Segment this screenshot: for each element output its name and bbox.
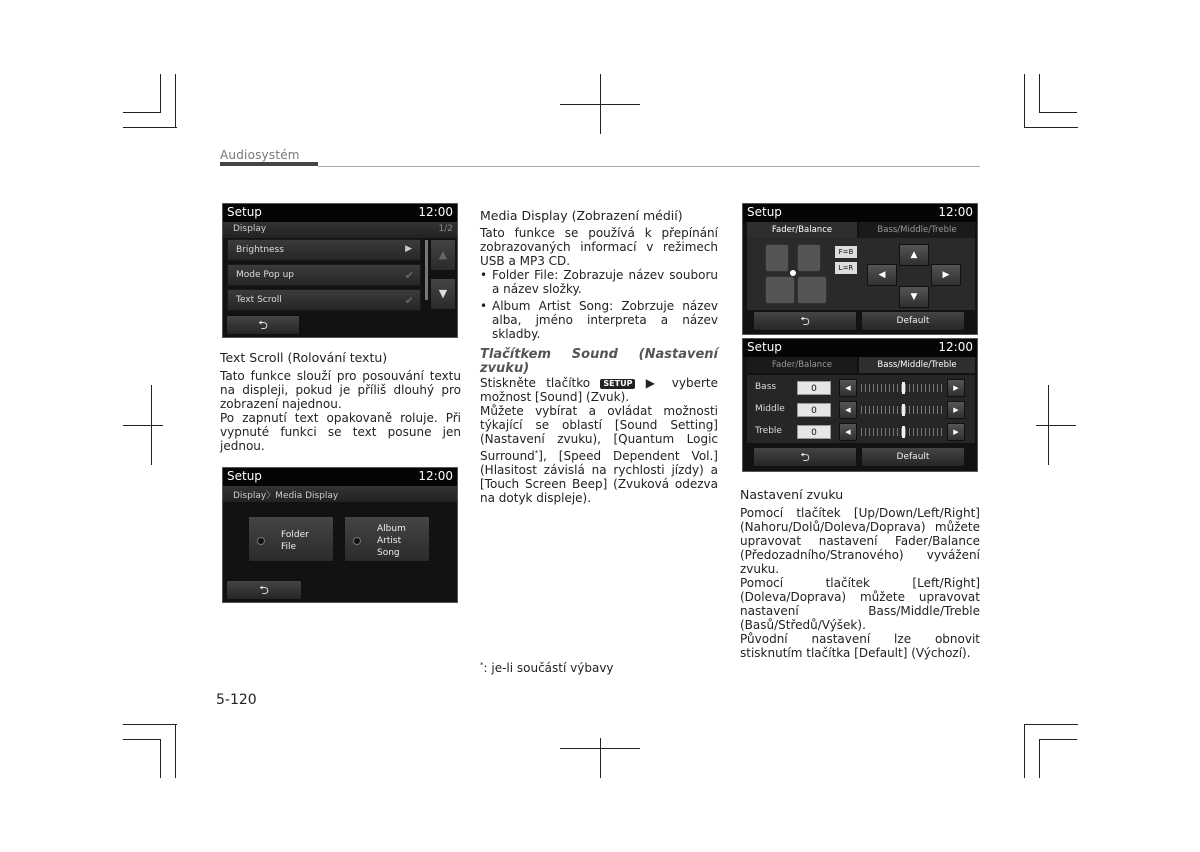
arrow-up-icon: ▲: [910, 250, 918, 260]
text-scroll-para2: Po zapnutí text opakovaně roluje. Při vypnuté funkci se text posune jen jednou.: [220, 411, 461, 453]
arrow-down-icon: ▼: [910, 292, 918, 302]
left-button[interactable]: [867, 264, 897, 286]
arrow-down-icon: ▼: [438, 287, 448, 300]
screen-subheader: [223, 486, 457, 502]
tab-fader-balance[interactable]: Fader/Balance: [747, 357, 857, 373]
arrow-right-icon: ▶: [942, 270, 950, 280]
folder-file-option[interactable]: [248, 516, 334, 562]
arrow-left-icon: ◀: [845, 428, 851, 436]
bullet-folder-file: • Folder File: Zobrazuje název souboru a název složky.: [480, 268, 718, 296]
screen-subheader: [223, 222, 457, 238]
treble-slider-knob[interactable]: [902, 426, 905, 438]
sound-heading: Tlačítkem Sound (Nastavení zvuku): [480, 347, 718, 376]
treble-increase-button[interactable]: [947, 423, 965, 441]
screen-title: Setup: [747, 205, 782, 219]
screen-title: Setup: [227, 205, 262, 219]
screen-title: Setup: [227, 469, 262, 483]
sound-settings-para1: Pomocí tlačítek [Up/Down/Left/Right] (Nahoru/Dolů/Doleva/Doprava) můžete upravovat nastavení Fader/Balance (Předozadního/Stranového) vyvážení zvuku.: [740, 506, 980, 576]
fader-balance-screen: [742, 203, 978, 335]
display-settings-screen: [222, 203, 458, 338]
middle-decrease-button[interactable]: [839, 401, 857, 419]
screen-titlebar: [743, 204, 977, 222]
page-indicator: 1/2: [438, 224, 453, 234]
footnote: *: je-li součástí výbavy: [480, 661, 614, 675]
clock: 12:00: [418, 469, 453, 483]
arrow-left-icon: ◀: [845, 406, 851, 414]
right-button[interactable]: [931, 264, 961, 286]
brightness-item[interactable]: [227, 239, 421, 261]
bass-slider-knob[interactable]: [902, 382, 905, 394]
default-button[interactable]: Default: [861, 311, 965, 331]
bass-increase-button[interactable]: [947, 379, 965, 397]
sound-settings-section: [740, 487, 980, 660]
back-button[interactable]: ⮌: [226, 580, 302, 600]
header-bar: [220, 162, 318, 166]
default-button[interactable]: Default: [861, 447, 965, 467]
up-button[interactable]: [899, 244, 929, 266]
media-display-section: [480, 208, 718, 341]
down-button[interactable]: [899, 286, 929, 308]
balance-point-icon: [790, 270, 796, 276]
clock: 12:00: [938, 340, 973, 354]
tab-fader-balance[interactable]: Fader/Balance: [747, 222, 857, 238]
arrow-left-icon: ◀: [878, 270, 886, 280]
treble-label: Treble: [755, 426, 782, 436]
clock: 12:00: [938, 205, 973, 219]
arrow-up-icon: ▲: [438, 248, 448, 261]
section-label: Display: [233, 224, 267, 234]
check-icon: ✔: [404, 294, 414, 307]
screen-title: Setup: [747, 340, 782, 354]
setup-key-icon: SETUP: [600, 379, 635, 389]
tab-bass-middle-treble[interactable]: Bass/Middle/Treble: [859, 222, 975, 238]
arrow-right-icon: ▶: [953, 428, 959, 436]
radio-icon: [353, 537, 361, 545]
clock: 12:00: [418, 205, 453, 219]
arrow-left-icon: ◀: [845, 384, 851, 392]
fader-value: F=B: [835, 246, 857, 258]
back-button[interactable]: ⮌: [753, 447, 857, 467]
sound-settings-para3: Původní nastavení lze obnovit stisknutím tlačítka [Default] (Výchozí).: [740, 632, 980, 660]
back-button[interactable]: ⮌: [753, 311, 857, 331]
bass-label: Bass: [755, 382, 777, 392]
scroll-down-button[interactable]: [430, 278, 456, 310]
radio-icon: [257, 537, 265, 545]
text-scroll-para1: Tato funkce slouží pro posouvání textu na displeji, pokud je příliš dlouhý pro zobrazení najednou.: [220, 369, 461, 411]
middle-value: 0: [797, 403, 831, 417]
treble-decrease-button[interactable]: [839, 423, 857, 441]
album-artist-song-option[interactable]: [344, 516, 430, 562]
media-display-intro: Tato funkce se používá k přepínání zobrazovaných informací v režimech USB a MP3 CD.: [480, 226, 718, 268]
item-label: Brightness: [236, 245, 284, 255]
item-label: Text Scroll: [236, 295, 282, 305]
check-icon: ✔: [404, 269, 414, 282]
sound-para2: Můžete vybírat a ovládat možnosti týkající se oblastí [Sound Setting] (Nastavení zvuku), [Quantum Logic Surround*], [Speed Dependent Vol.] (Hlasitost závislá na rychlosti jízdy) a [Touch Screen Beep] (Zvuková odezva na dotyk displeje).: [480, 404, 718, 505]
screen-titlebar: [743, 339, 977, 357]
media-display-screen: [222, 467, 458, 603]
screen-titlebar: [223, 468, 457, 486]
arrow-right-icon: ▶: [953, 406, 959, 414]
screen-titlebar: [223, 204, 457, 222]
text-scroll-item[interactable]: [227, 289, 421, 311]
page-number: 5-120: [216, 692, 257, 708]
header-rule: [318, 166, 980, 167]
tab-bass-middle-treble[interactable]: Bass/Middle/Treble: [859, 357, 975, 373]
bullet-album-artist-song: • Album Artist Song: Zobrzuje název alba, jméno interpreta a název skladby.: [480, 299, 718, 341]
back-button[interactable]: ⮌: [226, 315, 300, 335]
sound-settings-heading: Nastavení zvuku: [740, 487, 844, 502]
scrollbar[interactable]: [425, 240, 428, 300]
arrow-right-icon: ▶: [405, 244, 412, 254]
middle-label: Middle: [755, 404, 785, 414]
sound-section: [480, 348, 718, 505]
sound-settings-para2: Pomocí tlačítek [Left/Right] (Doleva/Doprava) můžete upravovat nastavení Bass/Middle/Treble (Basů/Středů/Výšek).: [740, 576, 980, 632]
treble-value: 0: [797, 425, 831, 439]
breadcrumb: Display〉Media Display: [233, 491, 339, 501]
option-label: Folder File: [281, 530, 309, 552]
bass-value: 0: [797, 381, 831, 395]
middle-slider-knob[interactable]: [902, 404, 905, 416]
arrow-right-icon: ▶: [953, 384, 959, 392]
item-label: Mode Pop up: [236, 270, 294, 280]
media-display-heading: Media Display (Zobrazení médií): [480, 208, 683, 223]
equalizer-screen: [742, 338, 978, 472]
text-scroll-heading: Text Scroll (Rolování textu): [220, 350, 388, 365]
bass-decrease-button[interactable]: [839, 379, 857, 397]
section-title: Audiosystém: [220, 148, 300, 162]
text-scroll-section: [220, 350, 461, 453]
middle-increase-button[interactable]: [947, 401, 965, 419]
balance-value: L=R: [835, 262, 857, 274]
mode-pop-up-item[interactable]: [227, 264, 421, 286]
scroll-up-button[interactable]: [430, 239, 456, 271]
option-label: Album Artist Song: [377, 524, 406, 558]
sound-para1: Stiskněte tlačítko SETUP ▶ vyberte možnost [Sound] (Zvuk).: [480, 376, 718, 404]
